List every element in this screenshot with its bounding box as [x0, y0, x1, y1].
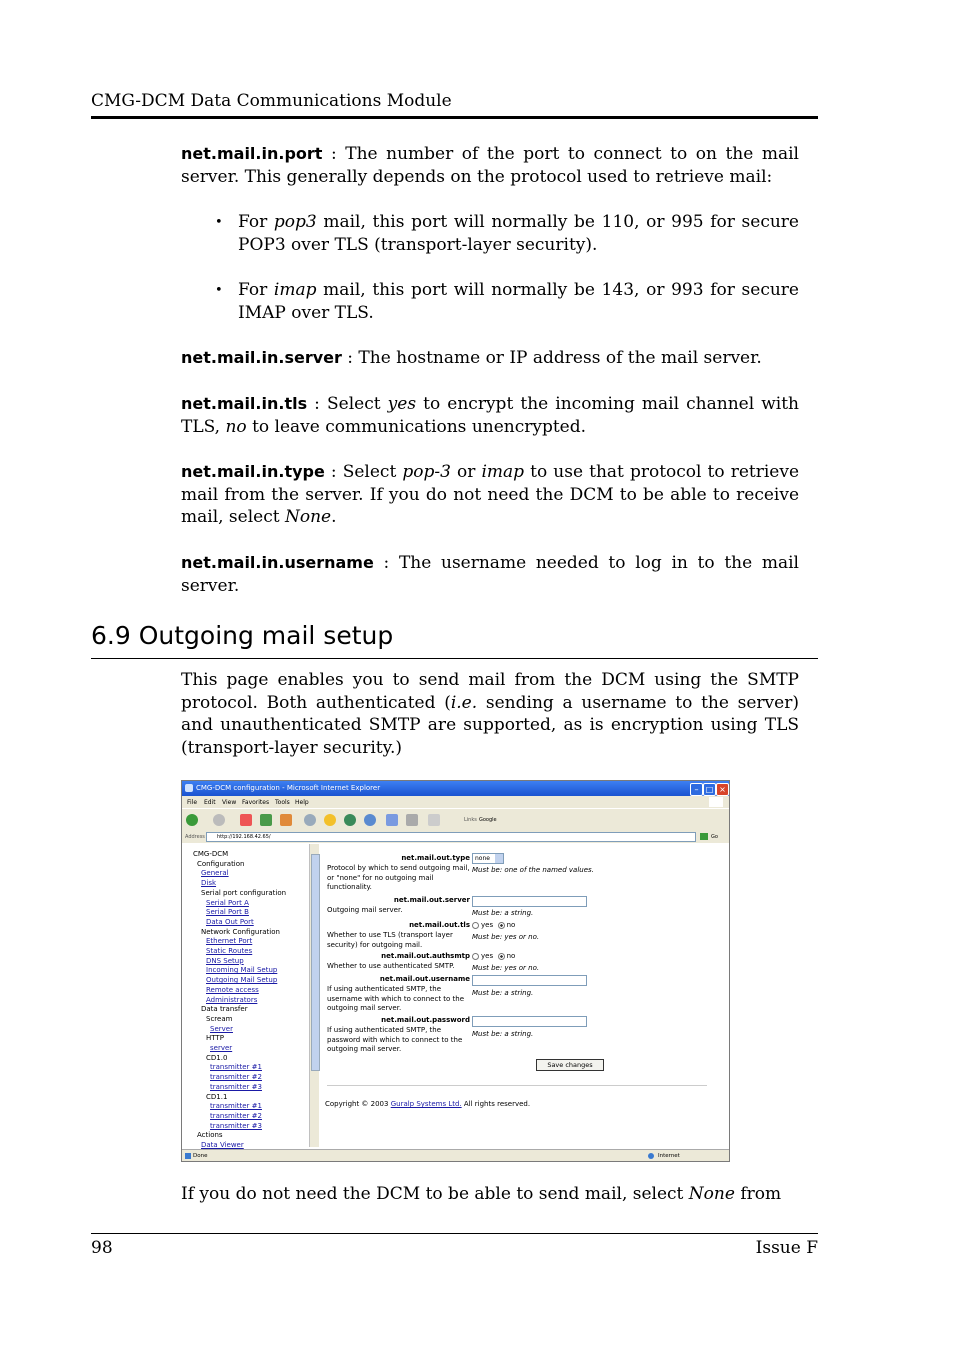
nav-link[interactable]: Data Out Port: [206, 917, 254, 926]
entry-type: [181, 461, 799, 529]
section-heading: 6.9 Outgoing mail setup: [91, 621, 394, 650]
out-auth-desc: Whether to use authenticated SMTP.: [327, 962, 455, 970]
mail-icon[interactable]: [386, 814, 398, 826]
browser-statusbar: [182, 1149, 729, 1162]
auth-no-label: no: [506, 952, 516, 960]
nav-link[interactable]: Incoming Mail Setup: [206, 966, 278, 975]
links-label[interactable]: Links: [464, 817, 477, 823]
address-input[interactable]: http://192.168.42.65/: [206, 832, 696, 842]
bullet2-c: mail, this port will normally be 143, or 993 for secure IMAP over TLS.: [238, 280, 799, 323]
form-divider: [327, 1085, 707, 1086]
out-tls-radios: [472, 921, 515, 929]
copyright-link[interactable]: Guralp Systems Ltd.: [390, 1100, 462, 1108]
print-icon[interactable]: [406, 814, 418, 826]
term-server: net.mail.in.server: [181, 348, 342, 367]
type-b: pop-3: [402, 462, 451, 482]
search-icon[interactable]: [304, 814, 316, 826]
term-port: net.mail.in.port: [181, 144, 323, 163]
auth-yes-label: yes: [481, 952, 494, 960]
intro-b: i.e.: [450, 692, 478, 713]
out-auth-radios: [472, 952, 515, 960]
nav-heading: Configuration: [197, 859, 245, 868]
out-user-input[interactable]: [472, 975, 587, 986]
after-b: None: [688, 1184, 735, 1204]
out-type-must: Must be: one of the named values.: [472, 866, 594, 874]
nav-heading: Scream: [206, 1014, 233, 1023]
bullet2-a: For: [238, 280, 274, 300]
stop-icon[interactable]: [240, 814, 252, 826]
copyright-a: Copyright © 2003: [325, 1100, 391, 1108]
out-server-tag: net.mail.out.server: [393, 896, 470, 904]
section-rule: [91, 658, 818, 659]
config-nav: [183, 844, 311, 1147]
term-type: net.mail.in.type: [181, 462, 325, 481]
nav-link[interactable]: transmitter #3: [210, 1121, 262, 1130]
tls-c: to encrypt the incoming mail channel with TLS,: [181, 394, 799, 437]
nav-link[interactable]: server: [210, 1044, 233, 1052]
type-g: .: [331, 507, 337, 527]
menu-file[interactable]: File: [187, 799, 198, 806]
out-server-desc: Outgoing mail server.: [327, 906, 403, 914]
status-done: Done: [193, 1153, 208, 1159]
tls-no-label: no: [506, 921, 516, 929]
out-server-input[interactable]: [472, 896, 587, 907]
minimize-icon[interactable]: –: [690, 783, 703, 796]
nav-link[interactable]: transmitter #1: [210, 1063, 262, 1072]
edit-icon[interactable]: [428, 814, 440, 826]
out-auth-must: Must be: yes or no.: [472, 964, 540, 972]
tls-yes-label: yes: [481, 921, 494, 929]
nav-link[interactable]: transmitter #2: [210, 1111, 262, 1120]
bullet-imap: [238, 279, 799, 324]
tls-b: yes: [387, 394, 417, 414]
nav-heading: CD1.1: [206, 1092, 228, 1101]
copyright-b: All rights reserved.: [461, 1100, 531, 1108]
media-icon[interactable]: [344, 814, 356, 826]
footer-rule: [91, 1233, 818, 1234]
browser-screenshot: [181, 780, 730, 1162]
term-tls: net.mail.in.tls: [181, 394, 308, 413]
out-pass-desc: If using authenticated SMTP, the password with which to connect to the outgoing mail server.: [327, 1026, 463, 1053]
tls-d: no: [225, 416, 247, 437]
intro-a: This page enables you to send mail from the DCM using the SMTP protocol. Both authenticated (: [181, 670, 799, 713]
out-pass-tag: net.mail.out.password: [381, 1016, 470, 1024]
entry-tls: [181, 393, 799, 438]
out-auth-tag: net.mail.out.authsmtp: [381, 952, 470, 960]
out-tls-tag: net.mail.out.tls: [409, 921, 470, 929]
bullet-marker-2: •: [215, 283, 223, 298]
nav-link[interactable]: Data Viewer: [201, 1141, 244, 1149]
out-type-select[interactable]: [472, 853, 504, 864]
out-pass-input[interactable]: [472, 1016, 587, 1027]
out-user-tag: net.mail.out.username: [379, 975, 470, 983]
back-icon[interactable]: [186, 814, 198, 826]
tls-a: : Select: [307, 394, 388, 414]
nav-heading: Actions: [197, 1131, 223, 1140]
auth-no-radio[interactable]: [498, 953, 505, 960]
nav-link[interactable]: Administrators: [206, 995, 258, 1004]
out-type-tag: net.mail.out.type: [401, 854, 470, 862]
nav-link[interactable]: transmitter #1: [210, 1102, 262, 1111]
maximize-icon[interactable]: □: [703, 783, 716, 796]
nav-link[interactable]: Outgoing Mail Setup: [206, 976, 278, 985]
nav-scrollbar[interactable]: [309, 844, 319, 1147]
go-icon[interactable]: [700, 833, 708, 840]
out-user-must: Must be: a string.: [472, 989, 534, 997]
nav-link[interactable]: Remote access: [206, 985, 259, 994]
term-username: net.mail.in.username: [181, 553, 374, 572]
out-pass-must: Must be: a string.: [472, 1030, 534, 1038]
forward-icon[interactable]: [213, 814, 225, 826]
google-link[interactable]: Google: [479, 817, 497, 823]
nav-scroll-thumb[interactable]: [311, 854, 320, 1071]
address-label: Address: [185, 834, 205, 840]
close-icon[interactable]: ×: [716, 783, 729, 796]
after-a: If you do not need the DCM to be able to send mail, select: [181, 1184, 689, 1204]
nav-link[interactable]: transmitter #3: [210, 1082, 262, 1091]
after-screenshot-text: [181, 1183, 799, 1206]
page-icon: [185, 1153, 191, 1159]
history-icon[interactable]: [364, 814, 376, 826]
bullet1-c: mail, this port will normally be 110, or 995 for secure POP3 over TLS (transport-layer security).: [238, 212, 799, 255]
bullet-pop3: [238, 211, 799, 256]
nav-heading: Serial port configuration: [201, 888, 287, 897]
browser-menubar: [182, 796, 729, 808]
header-rule: [91, 116, 818, 119]
running-header: CMG-DCM Data Communications Module: [91, 91, 452, 111]
home-icon[interactable]: [280, 814, 292, 826]
entry-server: [181, 347, 799, 370]
menu-view[interactable]: View: [222, 799, 237, 806]
nav-link[interactable]: Disk: [201, 879, 217, 888]
bullet1-b: pop3: [273, 212, 317, 232]
nav-heading: Network Configuration: [201, 927, 280, 936]
nav-heading: CD1.0: [206, 1053, 228, 1062]
nav-link[interactable]: Static Routes: [206, 947, 253, 955]
config-form: [320, 844, 727, 1147]
tls-yes-radio[interactable]: [472, 922, 479, 929]
type-c: or: [450, 462, 482, 482]
ie-icon: [185, 784, 193, 792]
browser-toolbar: [182, 808, 729, 831]
out-tls-desc: Whether to use TLS (transport layer security) for outgoing mail.: [327, 931, 453, 949]
out-user-desc: If using authenticated SMTP, the username with which to connect to the outgoing mail server.: [327, 985, 465, 1012]
type-d: imap: [481, 462, 525, 482]
nav-link[interactable]: General: [201, 869, 229, 878]
type-e: to use that protocol to retrieve mail from the server. If you do not need the DCM to be able to receive mail, select: [181, 462, 799, 527]
refresh-icon[interactable]: [260, 814, 272, 826]
nav-link[interactable]: Ethernet Port: [206, 937, 253, 946]
bullet1-a: For: [238, 212, 274, 232]
windows-logo-icon: [709, 797, 723, 807]
nav-link[interactable]: Serial Port B: [206, 908, 249, 917]
menu-help[interactable]: Help: [295, 799, 309, 806]
menu-edit[interactable]: Edit: [204, 799, 216, 806]
tls-e: to leave communications unencrypted.: [246, 416, 587, 437]
entry-server-text: : The hostname or IP address of the mail server.: [341, 348, 762, 368]
type-f: None: [284, 507, 332, 527]
section-intro: [181, 669, 799, 759]
nav-heading: Data transfer: [201, 1005, 248, 1014]
nav-heading: CMG-DCM: [193, 850, 229, 858]
issue-label: Issue F: [755, 1238, 818, 1258]
nav-link[interactable]: transmitter #2: [210, 1073, 262, 1082]
browser-titlebar: [182, 781, 729, 796]
auth-yes-radio[interactable]: [472, 953, 479, 960]
out-server-must: Must be: a string.: [472, 909, 534, 917]
copyright-line: [325, 1100, 530, 1108]
bullet2-b: imap: [273, 280, 317, 300]
nav-heading: HTTP: [206, 1034, 224, 1043]
intro-c: sending a username to the server) and unauthenticated SMTP are supported, as is encryption using TLS (transport-layer security.): [181, 692, 799, 758]
globe-icon: [648, 1153, 654, 1159]
after-c: from: [734, 1184, 782, 1204]
address-bar: [182, 830, 729, 843]
menu-favorites[interactable]: Favorites: [242, 799, 270, 806]
page-number: 98: [91, 1238, 113, 1258]
nav-link[interactable]: Serial Port A: [206, 898, 249, 907]
type-a: : Select: [324, 462, 403, 482]
tls-no-radio[interactable]: [498, 922, 505, 929]
browser-title: CMG-DCM configuration - Microsoft Internet Explorer: [196, 784, 381, 792]
out-type-desc: Protocol by which to send outgoing mail, or "none" for no outgoing mail functionality.: [327, 864, 470, 891]
out-type-value: none: [475, 855, 490, 862]
entry-username-text: : The username needed to log in to the mail server.: [181, 553, 799, 596]
chevron-down-icon: [495, 854, 503, 863]
entry-username: [181, 552, 799, 597]
status-zone: Internet: [658, 1153, 680, 1159]
entry-port-text: : The number of the port to connect to on the mail server. This generally depends on the protocol used to retrieve mail:: [181, 144, 799, 187]
nav-link[interactable]: Server: [210, 1024, 233, 1033]
out-tls-must: Must be: yes or no.: [472, 933, 540, 941]
save-changes-button[interactable]: Save changes: [536, 1059, 604, 1071]
go-label[interactable]: Go: [711, 834, 718, 840]
favorites-icon[interactable]: [324, 814, 336, 826]
nav-link[interactable]: DNS Setup: [206, 956, 244, 965]
bullet-marker-1: •: [215, 215, 223, 230]
entry-port: [181, 143, 799, 188]
menu-tools[interactable]: Tools: [275, 799, 290, 806]
